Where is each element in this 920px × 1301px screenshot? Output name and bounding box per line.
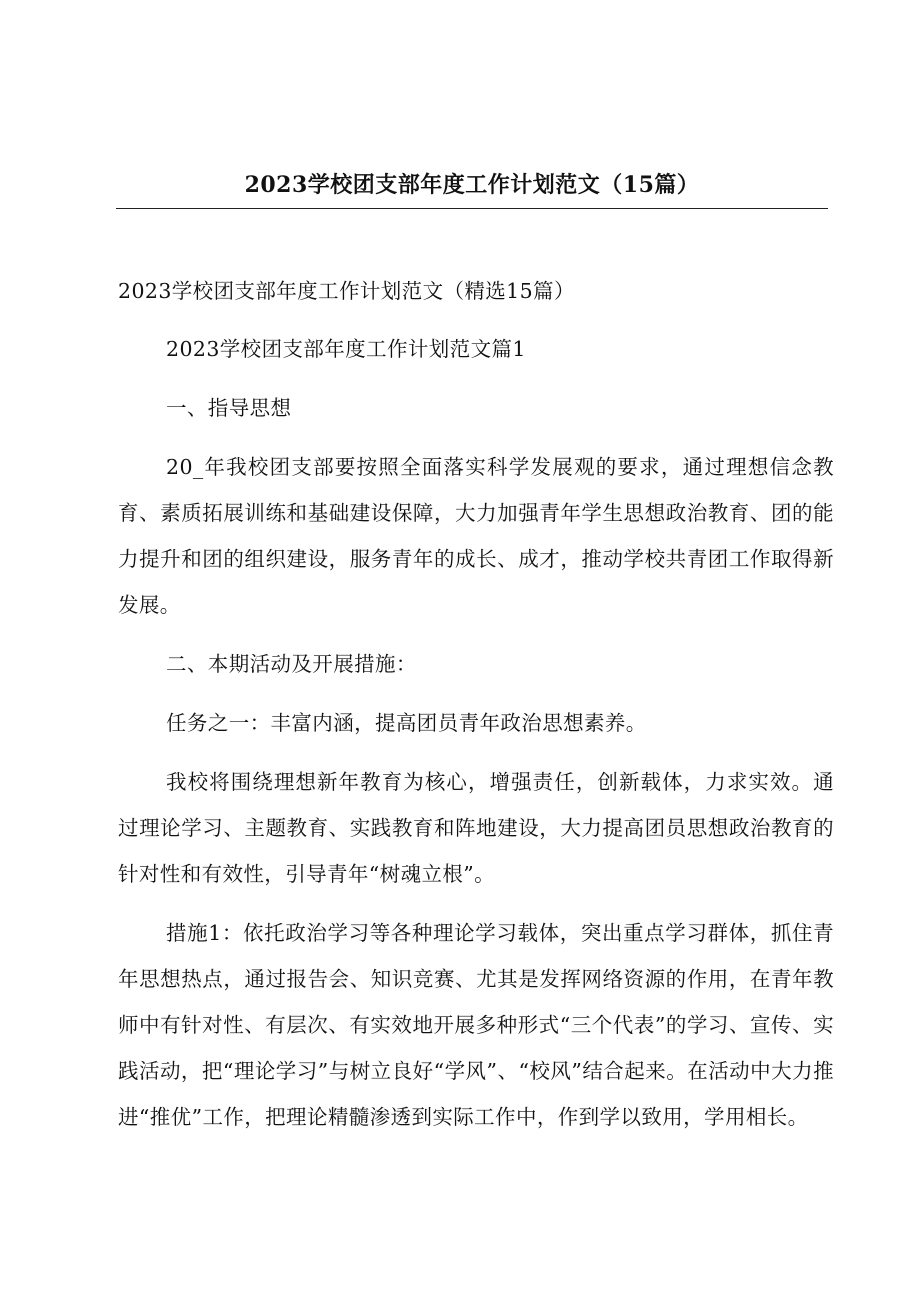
body-paragraph: 措施1：依托政治学习等各种理论学习载体，突出重点学习群体，抓住青年思想热点，通过报告会、知识竞赛、尤其是发挥网络资源的作用，在青年教师中有针对性、有层次、有实效地开展多种形式“三个代表”的学习、宣传、实践活动，把“理论学习”与树立良好“学风”、“校风”结合起来。在活动中大力推进“推优”工作，把理论精髓渗透到实际工作中，作到学以致用，学用相长。 [118, 921, 834, 1129]
document-header [116, 170, 828, 209]
document-body [118, 268, 834, 1153]
body-paragraph: 我校将围绕理想新年教育为核心，增强责任，创新载体，力求实效。通过理论学习、主题教育、实践教育和阵地建设，大力提高团员思想政治教育的针对性和有效性，引导青年“树魂立根”。 [118, 770, 834, 886]
task-heading: 任务之一：丰富内涵，提高团员青年政治思想素养。 [166, 711, 647, 735]
section-heading-article-1: 2023学校团支部年度工作计划范文篇1 [166, 337, 526, 361]
section-heading-guiding-thought: 一、指导思想 [166, 396, 292, 420]
document-title: 2023学校团支部年度工作计划范文（15篇） [244, 172, 700, 198]
body-paragraph: 20_年我校团支部要按照全面落实科学发展观的要求，通过理想信念教育、素质拓展训练和基础建设保障，大力加强青年学生思想政治教育、团的能力提升和团的组织建设，服务青年的成长、成才，推动学校共青团工作取得新发展。 [118, 455, 834, 617]
subtitle-paragraph: 2023学校团支部年度工作计划范文（精选15篇） [118, 279, 575, 303]
section-heading-activities: 二、本期活动及开展措施： [166, 652, 417, 676]
